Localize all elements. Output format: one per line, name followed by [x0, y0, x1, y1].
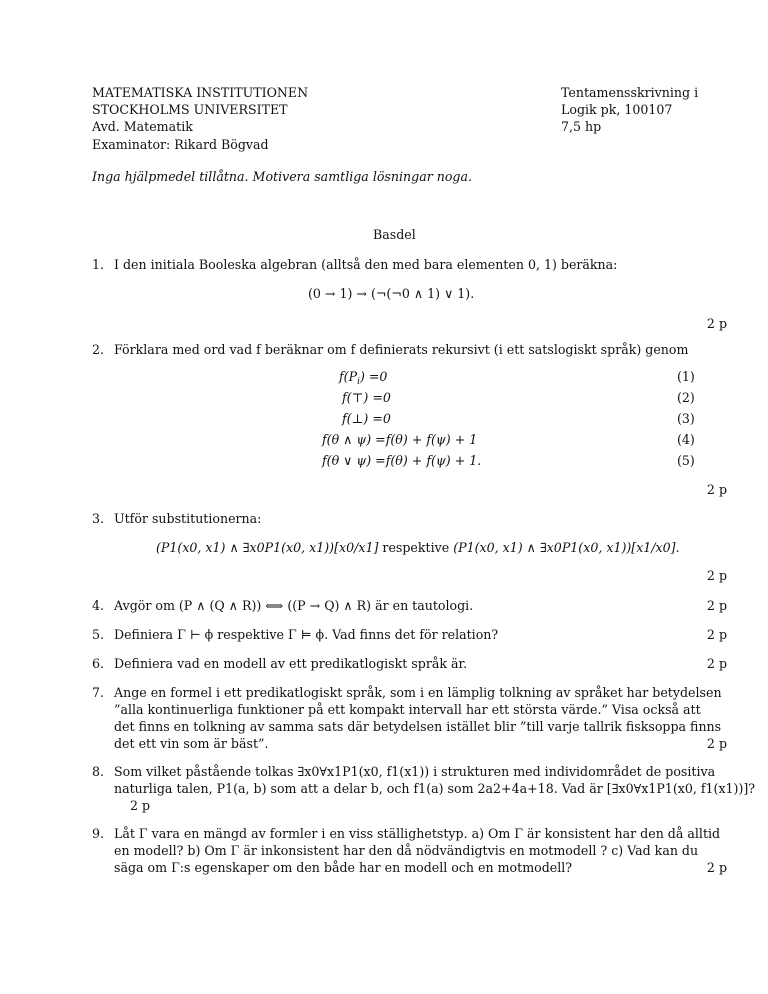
substitution-a: (P1(x0, x1) ∧ ∃x0P1(x0, x1))[x0/x1] — [156, 540, 379, 555]
problem-text-a: Definiera Γ ⊢ ϕ respektive Γ ⊨ ϕ. — [114, 627, 329, 642]
substitution-b: (P1(x0, x1) ∧ ∃x0P1(x0, x1))[x1/x0]. — [453, 540, 680, 555]
equation-tag: (2) — [677, 390, 695, 405]
header-left-line: STOCKHOLMS UNIVERSITET — [92, 102, 288, 118]
problem-text-a: Avgör om (P ∧ (Q ∧ R)) ⟺ ((P → Q) ∧ R) — [114, 598, 372, 613]
substitution-line — [156, 539, 680, 556]
equation: f(⊤) =0 — [342, 390, 391, 405]
header-right — [561, 84, 698, 136]
problem-text: Förklara med ord vad f beräknar om f definierats rekursivt (i ett satslogiskt språk) genom — [114, 342, 689, 357]
problem-number: 2. — [92, 342, 105, 357]
problem-formula: (0 → 1) → (¬(¬0 ∧ 1) ∨ 1). — [308, 286, 475, 301]
problem-points: 2 p — [706, 656, 727, 671]
header-left-line: MATEMATISKA INSTITUTIONEN — [92, 85, 309, 100]
equation-subscript: i — [357, 377, 360, 387]
header-right-line: Tentamensskrivning i — [561, 85, 699, 100]
equation — [339, 368, 387, 385]
problem-line: Som vilket påstående tolkas ∃x0∀x1P1(x0, f1(x1)) i strukturen med individområdet de positiva — [114, 764, 716, 779]
header-left — [92, 84, 308, 153]
header-right-line: 7,5 hp — [561, 119, 602, 135]
problem-number: 6. — [92, 656, 105, 671]
equation: f(⊥) =0 — [342, 411, 391, 426]
problem-number: 3. — [92, 511, 105, 526]
problem-number: 4. — [92, 598, 105, 613]
substitution-connector: respektive — [382, 540, 450, 555]
problem-line: det ett vin som är bäst”. — [114, 736, 269, 751]
problem-points: 2 p — [706, 568, 727, 583]
equation-rhs: ) =0 — [359, 369, 388, 384]
equation-tag: (3) — [677, 411, 695, 426]
equation: f(θ ∨ ψ) =f(θ) + f(ψ) + 1. — [322, 453, 482, 468]
section-title: Basdel — [373, 227, 416, 242]
header-left-line: Examinator: Rikard Bögvad — [92, 136, 269, 152]
problem-points: 2 p — [706, 598, 727, 613]
problem-text-b: Vad finns det för relation? — [332, 627, 499, 642]
header-right-line: Logik pk, 100107 — [561, 102, 673, 118]
problem-text — [114, 597, 473, 614]
header-left-line: Avd. Matematik — [92, 119, 193, 135]
problem-points: 2 p — [706, 482, 727, 497]
problem-number: 5. — [92, 627, 105, 642]
problem-text: Definiera vad en modell av ett predikatlogiskt språk är. — [114, 656, 468, 671]
problem-line: ”alla kontinuerliga funktioner på ett kompakt intervall har ett största värde.” Visa också att — [114, 702, 701, 717]
equation-tag: (5) — [677, 453, 695, 468]
problem-line: det finns en tolkning av samma sats där betydelsen istället blir ”till varje tallrik fisksoppa finns — [114, 719, 722, 734]
problem-line: Låt Γ vara en mängd av formler i en viss ställighetstyp. a) Om Γ är konsistent har den då alltid — [114, 826, 721, 841]
equation: f(θ ∧ ψ) =f(θ) + f(ψ) + 1 — [322, 432, 478, 447]
instructions: Inga hjälpmedel tillåtna. Motivera samtliga lösningar noga. — [92, 169, 473, 184]
problem-points: 2 p — [130, 798, 151, 813]
problem-line: naturliga talen, P1(a, b) som att a delar b, och f1(a) som 2a2+4a+18. Vad är [∃x0∀x1P1(x0, f1(x1))]? — [114, 781, 756, 796]
problem-number: 9. — [92, 826, 105, 841]
problem-number: 8. — [92, 764, 105, 779]
problem-points: 2 p — [706, 627, 727, 642]
problem-number: 1. — [92, 257, 105, 272]
problem-points: 2 p — [706, 860, 727, 875]
problem-points: 2 p — [706, 736, 727, 751]
problem-text-b: är en tautologi. — [375, 598, 474, 613]
equation-lhs: f(P — [339, 369, 358, 384]
problem-line: en modell? b) Om Γ är inkonsistent har den då nödvändigtvis en motmodell ? c) Vad kan du — [114, 843, 699, 858]
equation-tag: (1) — [677, 369, 695, 384]
problem-points: 2 p — [706, 316, 727, 331]
problem-text: Utför substitutionerna: — [114, 511, 262, 526]
problem-text: I den initiala Booleska algebran (alltså den med bara elementen 0, 1) beräkna: — [114, 257, 618, 272]
problem-text — [114, 626, 498, 643]
equation-tag: (4) — [677, 432, 695, 447]
problem-line: säga om Γ:s egenskaper om den både har en modell och en motmodell? — [114, 860, 573, 875]
problem-number: 7. — [92, 685, 105, 700]
problem-line: Ange en formel i ett predikatlogiskt språk, som i en lämplig tolkning av språket har betydelsen — [114, 685, 722, 700]
